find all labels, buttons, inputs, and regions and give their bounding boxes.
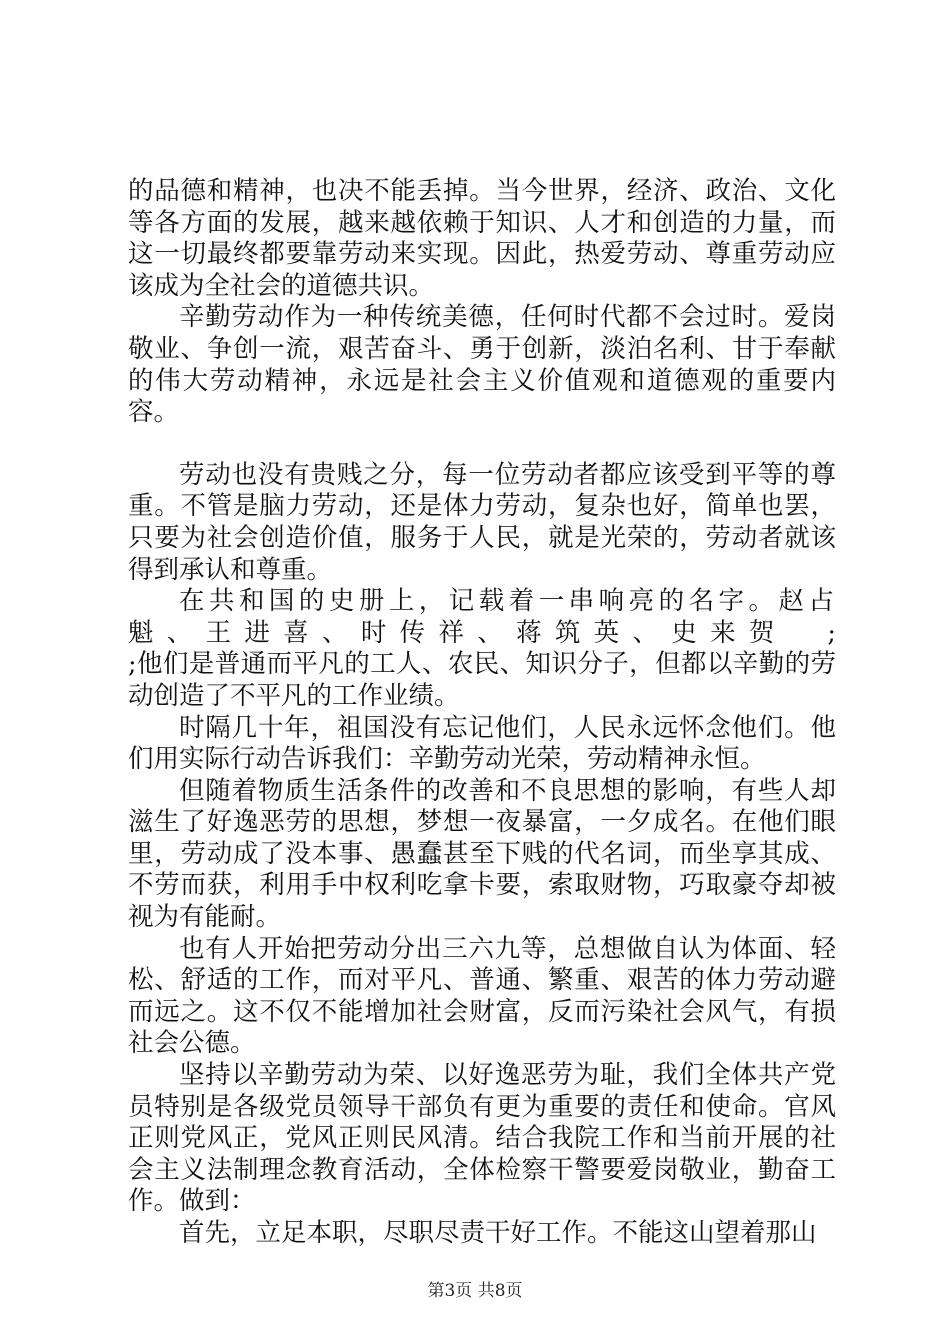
- paragraph-1: 的品德和精神，也决不能丢掉。当今世界，经济、政治、文化等各方面的发展，越来越依赖于知识、人才和创造的力量，而这一切最终都要靠劳动来实现。因此，热爱劳动、尊重劳动应该成为全社会的道德共识。: [128, 176, 836, 301]
- document-body: [128, 176, 836, 1250]
- paragraph-5: ;他们是普通而平凡的工人、农民、知识分子，但都以辛勤的劳动创造了不平凡的工作业绩。: [128, 649, 836, 711]
- paragraph-9: 坚持以辛勤劳动为荣、以好逸恶劳为耻，我们全体共产党员特别是各级党员领导干部负有更为重要的责任和使命。官风正则党风正，党风正则民风清。结合我院工作和当前开展的社会主义法制理念教育活动，全体检察干警要爱岗敬业，勤奋工作。做到：: [128, 1060, 836, 1217]
- paragraph-10: 首先，立足本职，尽职尽责干好工作。不能这山望着那山: [179, 1218, 817, 1248]
- paragraph-4: [128, 586, 836, 649]
- paragraph-4-text: 在共和国的史册上，记载着一串响亮的名字。赵占魁、王进喜、时传祥、蒋筑英、史来贺: [128, 586, 836, 648]
- paragraph-8: 也有人开始把劳动分出三六九等，总想做自认为体面、轻松、舒适的工作，而对平凡、普通、繁重、艰苦的体力劳动避而远之。这不仅不能增加社会财富，反而污染社会风气，有损社会公德。: [128, 933, 836, 1059]
- paragraph-2: 辛勤劳动作为一种传统美德，任何时代都不会过时。爱岗敬业、争创一流，艰苦奋斗、勇于创新，淡泊名利、甘于奉献的伟大劳动精神，永远是社会主义价值观和道德观的重要内容。: [128, 302, 836, 428]
- paragraph-gap: [128, 429, 836, 460]
- paragraph-3: 劳动也没有贵贱之分，每一位劳动者都应该受到平等的尊重。不管是脑力劳动，还是体力劳动，复杂也好，简单也罢，只要为社会创造价值，服务于人民，就是光荣的，劳动者就该得到承认和尊重。: [128, 459, 836, 585]
- paragraph-7: 但随着物质生活条件的改善和不良思想的影响，有些人却滋生了好逸恶劳的思想，梦想一夜暴富，一夕成名。在他们眼里，劳动成了没本事、愚蠢甚至下贱的代名词，而坐享其成、不劳而获，利用手中权利吃拿卡要，索取财物，巧取豪夺却被视为有能耐。: [128, 775, 836, 933]
- page-number-label: 第3页 共8页: [427, 1281, 523, 1301]
- paragraph-4-semicolon: ;: [827, 617, 836, 648]
- paragraph-6: 时隔几十年，祖国没有忘记他们，人民永远怀念他们。他们用实际行动告诉我们：辛勤劳动光荣，劳动精神永恒。: [128, 712, 836, 775]
- page-footer: [0, 1276, 950, 1301]
